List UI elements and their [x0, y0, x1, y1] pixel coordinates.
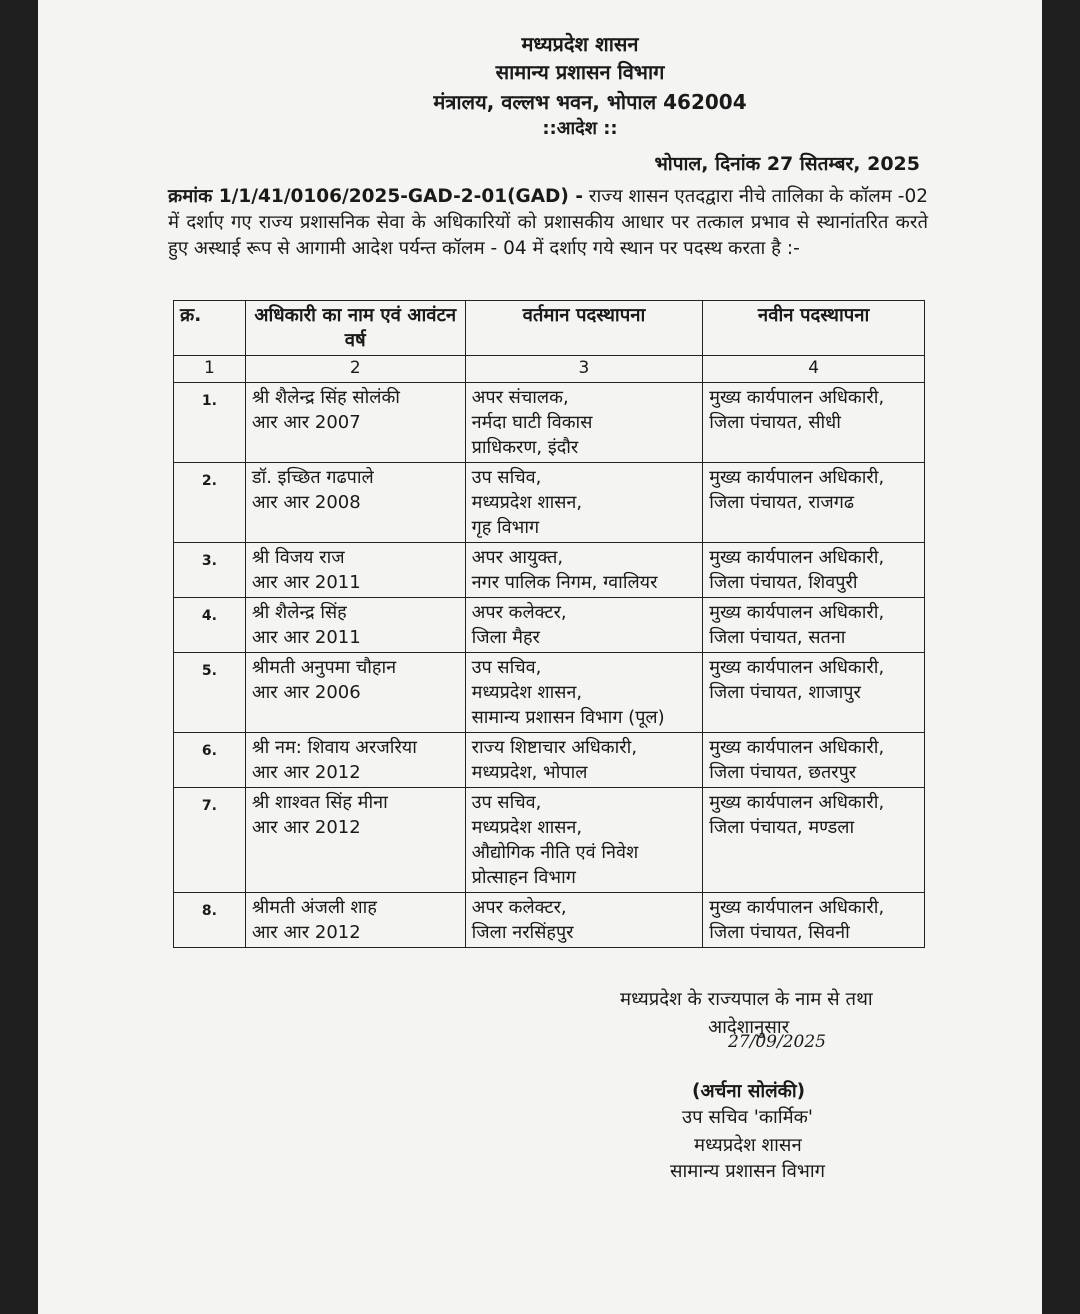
- current-posting-line: गृह विभाग: [471, 517, 540, 538]
- table-row: [174, 893, 925, 948]
- new-posting-line: मुख्य कार्यपालन अधिकारी,: [709, 737, 885, 758]
- new-posting-line: जिला पंचायत, शिवपुरी: [709, 572, 858, 593]
- signature-line-1: मध्यप्रदेश के राज्यपाल के नाम से तथा: [620, 989, 873, 1010]
- column-number: 3: [465, 356, 703, 383]
- table-row: [174, 653, 925, 733]
- officer-batch: आर आर 2012: [251, 922, 361, 943]
- new-posting-line: जिला पंचायत, सीधी: [709, 412, 841, 433]
- officer-name: श्रीमती अनुपमा चौहान: [251, 657, 397, 678]
- new-posting-line: मुख्य कार्यपालन अधिकारी,: [709, 602, 885, 623]
- signatory-department: सामान्य प्रशासन विभाग: [670, 1161, 826, 1182]
- current-posting-cell: [465, 788, 703, 893]
- current-posting-line: मध्यप्रदेश शासन,: [471, 492, 583, 513]
- new-posting-cell: [703, 543, 925, 598]
- current-posting-line: नर्मदा घाटी विकास: [471, 412, 593, 433]
- new-posting-cell: [703, 733, 925, 788]
- officer-cell: [245, 598, 465, 653]
- officer-cell: [245, 653, 465, 733]
- current-posting-line: प्रोत्साहन विभाग: [471, 867, 576, 888]
- officer-batch: आर आर 2011: [251, 572, 361, 593]
- table-header-row: [174, 301, 925, 356]
- current-posting-cell: [465, 383, 703, 463]
- new-posting-line: मुख्य कार्यपालन अधिकारी,: [709, 467, 885, 488]
- officer-cell: [245, 463, 465, 543]
- officer-batch: आर आर 2006: [251, 682, 361, 703]
- officer-cell: [245, 788, 465, 893]
- row-serial: 5.: [174, 653, 246, 733]
- current-posting-line: अपर संचालक,: [471, 387, 569, 408]
- header-current-posting: वर्तमान पदस्थापना: [465, 301, 703, 356]
- header-new-posting: नवीन पदस्थापना: [703, 301, 925, 356]
- signatory-org: मध्यप्रदेश शासन: [694, 1135, 802, 1156]
- current-posting-line: मध्यप्रदेश, भोपाल: [471, 762, 588, 783]
- officer-batch: आर आर 2008: [251, 492, 361, 513]
- current-posting-cell: [465, 463, 703, 543]
- header-order-title: ::आदेश ::: [542, 118, 618, 139]
- current-posting-line: सामान्य प्रशासन विभाग (पूल): [471, 707, 665, 728]
- current-posting-cell: [465, 598, 703, 653]
- officer-cell: [245, 543, 465, 598]
- officer-batch: आर आर 2011: [251, 627, 361, 648]
- current-posting-line: मध्यप्रदेश शासन,: [471, 682, 583, 703]
- current-posting-line: नगर पालिक निगम, ग्वालियर: [471, 572, 658, 593]
- row-serial: 3.: [174, 543, 246, 598]
- new-posting-line: मुख्य कार्यपालन अधिकारी,: [709, 547, 885, 568]
- row-serial: 1.: [174, 383, 246, 463]
- current-posting-line: मध्यप्रदेश शासन,: [471, 817, 583, 838]
- current-posting-cell: [465, 733, 703, 788]
- order-text: [168, 184, 928, 262]
- current-posting-line: उप सचिव,: [471, 792, 542, 813]
- current-posting-line: अपर आयुक्त,: [471, 547, 564, 568]
- table-row: [174, 598, 925, 653]
- table-row: [174, 543, 925, 598]
- table-row: [174, 463, 925, 543]
- signatory-designation: उप सचिव 'कार्मिक': [682, 1107, 813, 1128]
- current-posting-line: अपर कलेक्टर,: [471, 602, 567, 623]
- transfer-table: [173, 300, 925, 948]
- new-posting-line: मुख्य कार्यपालन अधिकारी,: [709, 387, 885, 408]
- officer-name: श्री शाश्वत सिंह मीना: [251, 792, 388, 813]
- column-number: 1: [174, 356, 246, 383]
- order-reference: क्रमांक 1/1/41/0106/2025-GAD-2-01(GAD) -: [168, 186, 584, 207]
- new-posting-line: मुख्य कार्यपालन अधिकारी,: [709, 897, 885, 918]
- new-posting-cell: [703, 463, 925, 543]
- document-page: [38, 0, 1042, 1314]
- officer-name: डॉ. इच्छित गढपाले: [251, 467, 374, 488]
- signature-line-2: आदेशानुसार: [708, 1017, 790, 1038]
- handwritten-signature-date: 27/09/2025: [728, 1032, 826, 1052]
- new-posting-line: जिला पंचायत, सिवनी: [709, 922, 850, 943]
- current-posting-cell: [465, 543, 703, 598]
- officer-batch: आर आर 2012: [251, 817, 361, 838]
- row-serial: 7.: [174, 788, 246, 893]
- current-posting-line: राज्य शिष्टाचार अधिकारी,: [471, 737, 638, 758]
- header-officer: अधिकारी का नाम एवं आवंटन वर्ष: [245, 301, 465, 356]
- table-row: [174, 733, 925, 788]
- new-posting-line: जिला पंचायत, मण्डला: [709, 817, 855, 838]
- table-body: [174, 383, 925, 948]
- current-posting-line: औद्योगिक नीति एवं निवेश: [471, 842, 639, 863]
- officer-batch: आर आर 2007: [251, 412, 361, 433]
- officer-name: श्रीमती अंजली शाह: [251, 897, 377, 918]
- row-serial: 8.: [174, 893, 246, 948]
- table-row: [174, 383, 925, 463]
- header-department: सामान्य प्रशासन विभाग: [495, 60, 665, 84]
- new-posting-cell: [703, 788, 925, 893]
- current-posting-line: जिला मैहर: [471, 627, 540, 648]
- header-serial: क्र.: [174, 301, 246, 356]
- officer-cell: [245, 383, 465, 463]
- new-posting-line: जिला पंचायत, राजगढ: [709, 492, 854, 513]
- signatory-name: (अर्चना सोलंकी): [692, 1081, 806, 1102]
- column-number: 2: [245, 356, 465, 383]
- header-government: मध्यप्रदेश शासन: [521, 32, 639, 56]
- current-posting-line: प्राधिकरण, इंदौर: [471, 437, 579, 458]
- officer-name: श्री नम: शिवाय अरजरिया: [251, 737, 417, 758]
- new-posting-line: जिला पंचायत, छतरपुर: [709, 762, 857, 783]
- officer-cell: [245, 893, 465, 948]
- current-posting-line: जिला नरसिंहपुर: [471, 922, 574, 943]
- current-posting-cell: [465, 653, 703, 733]
- current-posting-line: उप सचिव,: [471, 657, 542, 678]
- officer-name: श्री विजय राज: [251, 547, 345, 568]
- row-serial: 4.: [174, 598, 246, 653]
- new-posting-line: मुख्य कार्यपालन अधिकारी,: [709, 657, 885, 678]
- column-number-row: [174, 356, 925, 383]
- new-posting-cell: [703, 598, 925, 653]
- order-body: राज्य शासन एतदद्वारा नीचे तालिका के कॉलम -02 में दर्शाए गए राज्य प्रशासनिक सेवा के अधिकारियों को प्रशासकीय आधार पर तत्काल प्रभाव से स्थानांतरित करते हुए अस्थाई रूप से आगामी आदेश पर्यन्त कॉलम - 04 में दर्शाए गये स्थान पर पदस्थ करता है :-: [168, 186, 928, 259]
- officer-name: श्री शैलेन्द्र सिंह सोलंकी: [251, 387, 400, 408]
- new-posting-cell: [703, 653, 925, 733]
- officer-cell: [245, 733, 465, 788]
- row-serial: 2.: [174, 463, 246, 543]
- current-posting-line: अपर कलेक्टर,: [471, 897, 567, 918]
- officer-batch: आर आर 2012: [251, 762, 361, 783]
- new-posting-cell: [703, 383, 925, 463]
- new-posting-line: जिला पंचायत, शाजापुर: [709, 682, 861, 703]
- table-row: [174, 788, 925, 893]
- column-number: 4: [703, 356, 925, 383]
- row-serial: 6.: [174, 733, 246, 788]
- officer-name: श्री शैलेन्द्र सिंह: [251, 602, 347, 623]
- date-line: भोपाल, दिनांक 27 सितम्बर, 2025: [654, 153, 920, 175]
- new-posting-cell: [703, 893, 925, 948]
- new-posting-line: जिला पंचायत, सतना: [709, 627, 846, 648]
- current-posting-cell: [465, 893, 703, 948]
- current-posting-line: उप सचिव,: [471, 467, 542, 488]
- new-posting-line: मुख्य कार्यपालन अधिकारी,: [709, 792, 885, 813]
- header-address: मंत्रालय, वल्लभ भवन, भोपाल 462004: [433, 90, 747, 114]
